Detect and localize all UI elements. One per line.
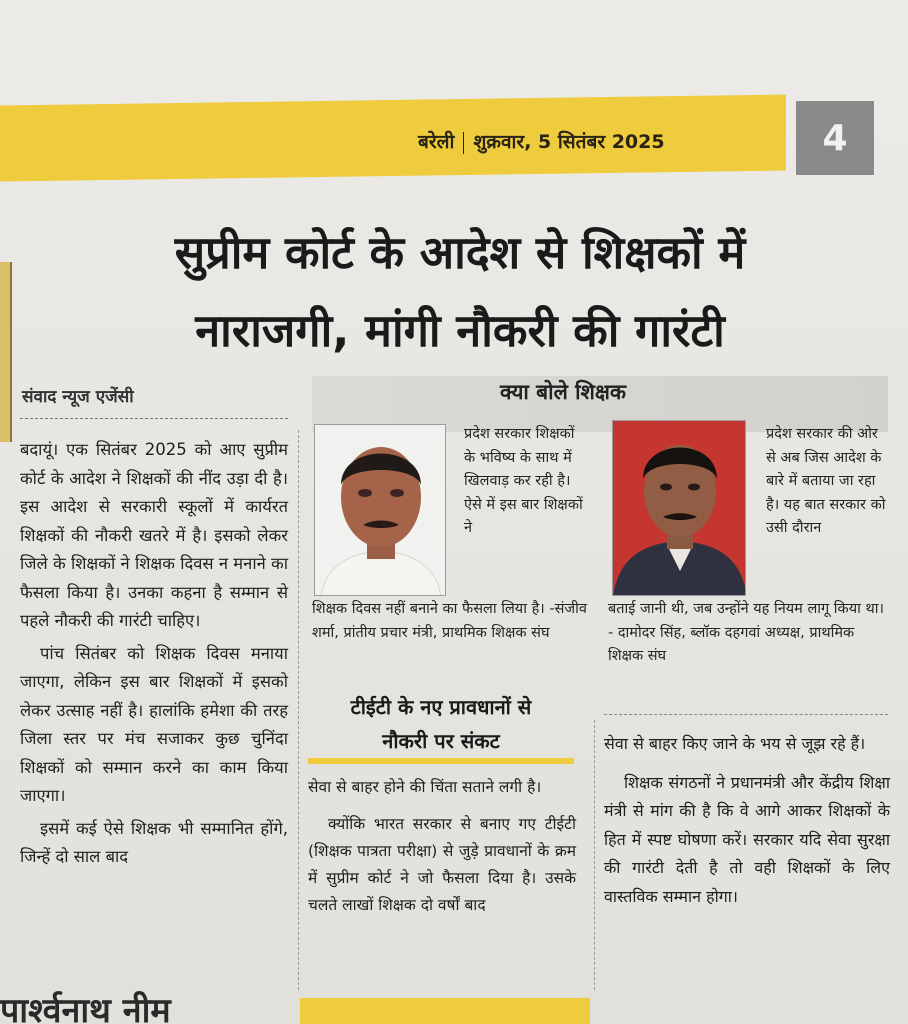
column1-paragraph: इसमें कई ऐसे शिक्षक भी सम्मानित होंगे, जिन्हें दो साल बाद (20, 818, 288, 866)
column-2 (308, 774, 576, 919)
date-label: शुक्रवार, 5 सितंबर 2025 (473, 131, 665, 153)
page-number: 4 (796, 101, 874, 175)
sidebar-title: क्या बोले शिक्षक (500, 380, 627, 404)
headline-line1: सुप्रीम कोर्ट के आदेश से शिक्षकों में (174, 226, 746, 279)
teacher-photo-2 (612, 420, 746, 596)
column3-paragraph: सेवा से बाहर किए जाने के भय से जूझ रहे हैं। (604, 734, 866, 753)
teacher-photo-1 (314, 424, 446, 596)
portrait-2-image (613, 421, 746, 596)
column3-paragraph: शिक्षक संगठनों ने प्रधानमंत्री और केंद्रीय शिक्षा मंत्री से मांग की है कि वे आगे आकर शिक्षकों के हित में स्पष्ट घोषणा करें। सरकार यदि सेवा सुरक्षा की गारंटी देती है तो वही शिक्षकों के लिए वास्तविक सम्मान होगा। (604, 772, 890, 906)
dateline (418, 128, 665, 154)
quote-2-attribution: बताई जानी थी, जब उन्होंने यह नियम लागू किया था। - दामोदर सिंह, ब्लॉक दहगवां अध्यक्ष, प्राथमिक शिक्षक संघ (608, 601, 884, 664)
left-edge-strip (0, 262, 12, 442)
column1-paragraph: बदायूं। एक सितंबर 2025 को आए सुप्रीम कोर्ट के आदेश ने शिक्षकों की नींद उड़ा दी है। इस आदेश से सरकारी स्कूलों में कार्यरत शिक्षकों की नौकरी खतरे में है। इसको लेकर जिले के शिक्षकों ने शिक्षक दिवस न मनाने का फैसला किया है। उनका कहना है सम्मान से पहले नौकरी की गारंटी चाहिए। (20, 440, 288, 630)
next-headline-fragment: पार्श्वनाथ नीम (0, 991, 171, 1024)
column1-paragraph: पांच सितंबर को शिक्षक दिवस मनाया जाएगा, लेकिन इस बार शिक्षकों में इसको लेकर उत्साह नहीं है। हालांकि हमेशा की तरह जिला स्तर पर मंच सजाकर कुछ चुनिंदा शिक्षकों को सम्मान करने का काम किया जाएगा। (20, 643, 288, 805)
subhead-accent-bar (308, 758, 574, 764)
byline-rule (20, 418, 288, 419)
headline-line2: नाराजगी, मांगी नौकरी की गारंटी (195, 304, 725, 357)
subhead-line2: नौकरी पर संकट (382, 729, 500, 753)
column-divider (594, 720, 595, 990)
column-divider (298, 430, 299, 990)
subhead-line1: टीईटी के नए प्रावधानों से (350, 695, 532, 719)
header-band (0, 95, 786, 182)
city-label: बरेली (418, 131, 455, 153)
portrait-1-image (315, 425, 446, 596)
bottom-yellow-band (300, 998, 590, 1024)
byline: संवाद न्यूज एजेंसी (22, 387, 134, 407)
column-1 (20, 436, 288, 872)
headline (30, 214, 890, 370)
quote-1-text: प्रदेश सरकार शिक्षकों के भविष्य के साथ में खिलवाड़ कर रही है। ऐसे में इस बार शिक्षकों ने (464, 426, 583, 536)
column2-paragraph: क्योंकि भारत सरकार से बनाए गए टीईटी (शिक्षक पात्रता परीक्षा) से जुड़े प्रावधानों के क्रम में सुप्रीम कोर्ट ने जो फैसला दिया है। उसके चलते लाखों शिक्षक दो वर्षों बाद (308, 815, 576, 914)
column-3 (604, 730, 890, 911)
quote-2-text: प्रदेश सरकार की ओर से अब जिस आदेश के बारे में बताया जा रहा है। यह बात सरकार को उसी दौरान (766, 426, 886, 536)
dateline-separator (463, 132, 464, 154)
column2-paragraph: सेवा से बाहर होने की चिंता सताने लगी है। (308, 778, 542, 796)
sidebar-bottom-rule (604, 714, 888, 715)
subhead (308, 690, 574, 758)
quote-1-attribution: शिक्षक दिवस नहीं बनाने का फैसला लिया है। -संजीव शर्मा, प्रांतीय प्रचार मंत्री, प्राथमिक शिक्षक संघ (312, 601, 587, 641)
